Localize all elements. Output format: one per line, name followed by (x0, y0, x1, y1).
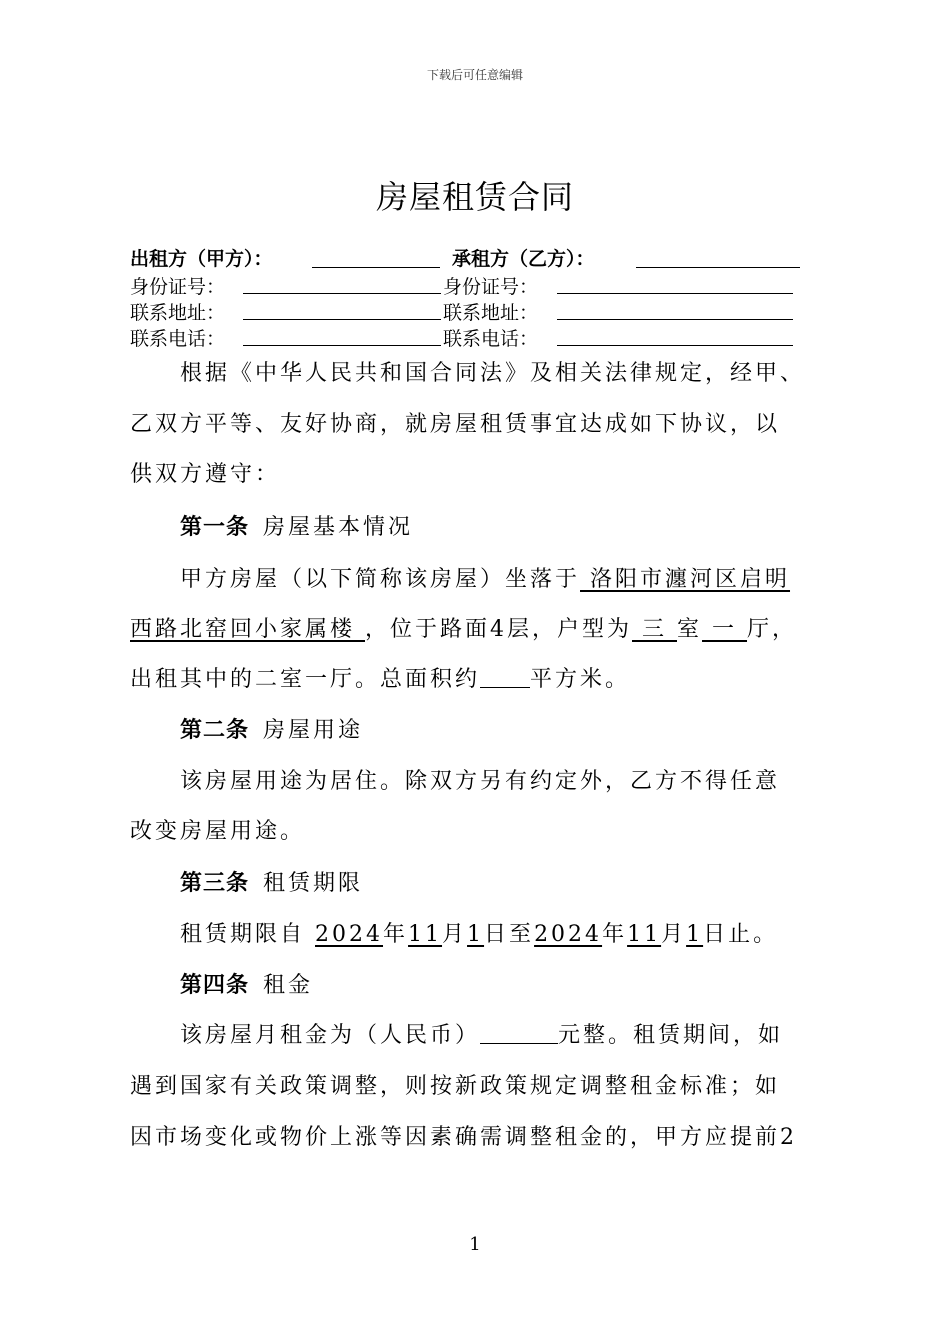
lessee-label: 承租方（乙方）： (452, 248, 595, 270)
lease-term-line (130, 917, 880, 948)
article-1-heading-line (130, 510, 880, 541)
article-1-line-3 (130, 662, 830, 693)
end-unit: 日止。 (703, 922, 779, 947)
article-1-text: 甲方房屋（以下简称该房屋）坐落于 (180, 567, 581, 592)
start-day: 1 (467, 922, 485, 947)
lessee-phone-field[interactable] (557, 345, 793, 346)
header-note: 下载后可任意编辑 (426, 68, 523, 82)
article-1-line-1 (130, 562, 880, 593)
start-year: 2024 (315, 922, 384, 947)
article-2-line-1: 该房屋用途为居住。除双方另有约定外，乙方不得任意 (180, 769, 781, 794)
rent-amount-field[interactable] (480, 1023, 558, 1044)
article-1-line-2 (130, 612, 830, 643)
article-1-title: 房屋基本情况 (263, 515, 414, 540)
article-4-heading: 第四条 (180, 973, 250, 998)
article-2-heading: 第二条 (180, 718, 250, 743)
lessee-name-field[interactable] (636, 267, 800, 268)
article-3-heading: 第三条 (180, 871, 250, 896)
lessee-id-label: 身份证号： (443, 276, 539, 298)
address-row (130, 298, 850, 324)
start-month: 11 (408, 922, 443, 947)
party-info-block (130, 244, 850, 350)
party-names-row (130, 244, 850, 272)
lessee-address-label: 联系地址： (443, 302, 539, 324)
room-unit: 室 (677, 617, 703, 642)
rent-text-2: 元整。租赁期间，如 (558, 1023, 784, 1048)
article-1-heading: 第一条 (180, 515, 250, 540)
property-address-part-1: 洛阳市瀍河区启明 (580, 567, 791, 592)
lessor-name-field[interactable] (312, 267, 440, 268)
lessor-phone-field[interactable] (243, 345, 441, 346)
year-unit: 年 (383, 922, 409, 947)
lessor-label: 出租方（甲方）： (130, 248, 273, 270)
article-2-line-2: 改变房屋用途。 (130, 819, 306, 844)
page-number: 1 (469, 1234, 481, 1255)
article-4-title: 租金 (263, 973, 314, 998)
lessor-address-field[interactable] (243, 319, 441, 320)
lessor-address-label: 联系地址： (130, 302, 226, 324)
month-unit: 月 (442, 922, 468, 947)
article-3-heading-line (130, 866, 880, 897)
lessee-address-field[interactable] (557, 319, 793, 320)
property-address-part-2: 西路北窑回小家属楼 (130, 617, 365, 642)
year-unit: 年 (602, 922, 628, 947)
area-text: 出租其中的二室一厅。总面积约 (130, 667, 481, 692)
intro-line-1: 根据《中华人民共和国合同法》及相关法律规定，经甲、 (180, 361, 806, 386)
article-4-heading-line (130, 968, 880, 999)
article-4-line-1 (130, 1018, 880, 1049)
end-day: 1 (686, 922, 704, 947)
hall-unit: 厅， (747, 617, 798, 642)
intro-line-3: 供双方遵守： (130, 462, 281, 487)
rent-text: 该房屋月租金为（人民币） (180, 1023, 481, 1048)
article-4-line-2: 遇到国家有关政策调整，则按新政策规定调整租金标准；如 (130, 1074, 781, 1099)
lessor-phone-label: 联系电话： (130, 328, 226, 350)
lease-term-text: 租赁期限自 (180, 922, 306, 947)
phone-row (130, 324, 850, 350)
hall-count: 一 (702, 617, 748, 642)
day-unit: 日至 (484, 922, 535, 947)
lessor-id-label: 身份证号： (130, 276, 226, 298)
area-field[interactable] (480, 667, 530, 688)
lessee-phone-label: 联系电话： (443, 328, 539, 350)
article-3-title: 租赁期限 (263, 871, 364, 896)
area-unit: 平方米。 (530, 667, 631, 692)
article-4-line-3: 因市场变化或物价上涨等因素确需调整租金的，甲方应提前2 (130, 1125, 797, 1150)
document-title: 房屋租赁合同 (375, 178, 574, 216)
intro-line-2: 乙双方平等、友好协商，就房屋租赁事宜达成如下协议，以 (130, 412, 781, 437)
article-2-heading-line (130, 713, 880, 744)
room-count: 三 (632, 617, 677, 642)
lessee-id-field[interactable] (557, 293, 793, 294)
lessor-id-field[interactable] (243, 293, 441, 294)
article-2-title: 房屋用途 (263, 718, 364, 743)
end-year: 2024 (534, 922, 603, 947)
month-unit: 月 (661, 922, 687, 947)
floor-text: ，位于路面4层，户型为 (365, 617, 632, 642)
id-row (130, 272, 850, 298)
end-month: 11 (627, 922, 662, 947)
